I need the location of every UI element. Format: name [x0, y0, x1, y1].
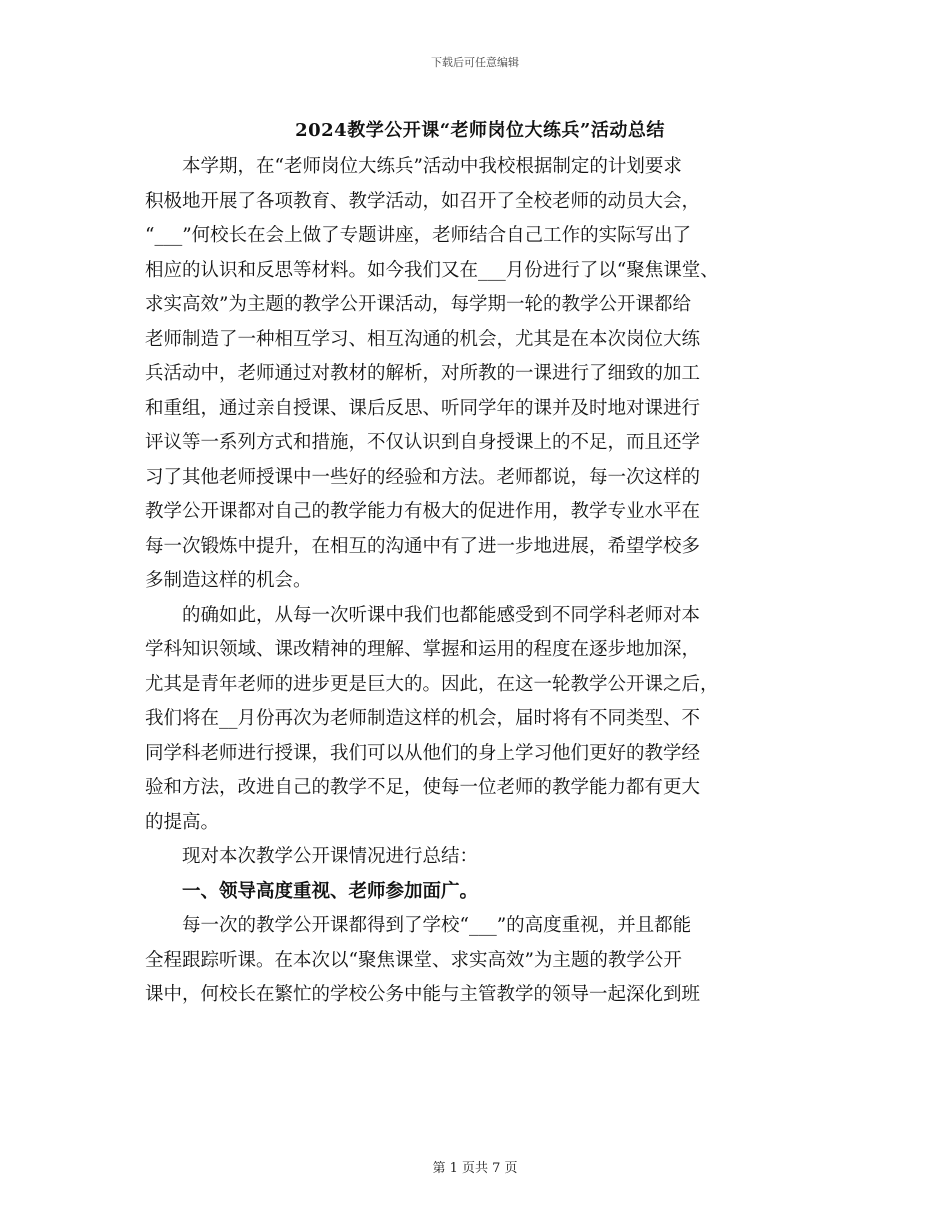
text-line: 本学期，在“老师岗位大练兵”活动中我校根据制定的计划要求: [145, 156, 682, 177]
text-line: 验和方法，改进自己的教学不足，使每一位老师的教学能力都有更大: [145, 777, 701, 798]
text-line: 课中，何校长在繁忙的学校公务中能与主管教学的领导一起深化到班: [145, 984, 701, 1005]
text-line: 同学科老师进行授课，我们可以从他们的身上学习他们更好的教学经: [145, 742, 701, 764]
text-line: 每一次的教学公开课都得到了学校“___”的高度重视，并且都能: [145, 915, 692, 936]
text-line: 求实高效”为主题的教学公开课活动，每学期一轮的教学公开课都给: [145, 294, 691, 315]
text-line: 评议等一系列方式和措施，不仅认识到自身授课上的不足，而且还学: [145, 432, 701, 453]
text-line: 和重组，通过亲自授课、课后反思、听同学年的课并及时地对课进行: [145, 397, 701, 419]
text-line: 每一次锻炼中提升，在相互的沟通中有了进一步地进展，希望学校多: [145, 535, 701, 557]
text-line: 教学公开课都对自己的教学能力有极大的促进作用，教学专业水平在: [145, 501, 701, 522]
text-line: 的确如此，从每一次听课中我们也都能感受到不同学科老师对本: [145, 604, 701, 626]
text-line: 我们将在__月份再次为老师制造这样的机会，届时将有不同类型、不: [145, 708, 701, 729]
page-header: 下载后可任意编辑: [431, 56, 519, 69]
text-line: “___”何校长在会上做了专题讲座，老师结合自己工作的实际写出了: [145, 225, 692, 246]
text-line: 习了其他老师授课中一些好的经验和方法。老师都说，每一次这样的: [145, 466, 701, 488]
text-line: 的提高。: [145, 811, 220, 833]
text-line: 学科知识领域、课改精神的理解、掌握和运用的程度在逐步地加深，: [145, 639, 701, 660]
text-line: 全程跟踪听课。在本次以“聚焦课堂、求实高效”为主题的教学公开: [145, 949, 682, 971]
text-line: 尤其是青年老师的进步更是巨大的。因此，在这一轮教学公开课之后，: [145, 673, 719, 695]
text-line: 相应的认识和反思等材料。如今我们又在___月份进行了以“聚焦课堂、: [145, 259, 719, 281]
text-line: 多制造这样的机会。: [145, 570, 312, 591]
text-line: 兵活动中，老师通过对教材的解析，对所教的一课进行了细致的加工: [145, 363, 701, 384]
text-line: 现对本次教学公开课情况进行总结：: [145, 846, 479, 867]
document-title: 2024教学公开课“老师岗位大练兵”活动总结: [295, 120, 665, 141]
text-line: 老师制造了一种相互学习、相互沟通的机会，尤其是在本次岗位大练: [145, 328, 701, 350]
section-heading: 一、领导高度重视、老师参加面广。: [145, 880, 479, 902]
page-footer: 第 1 页共 7 页: [432, 1161, 518, 1176]
text-line: 积极地开展了各项教育、教学活动，如召开了全校老师的动员大会，: [145, 190, 701, 212]
document-body: [145, 150, 815, 1013]
